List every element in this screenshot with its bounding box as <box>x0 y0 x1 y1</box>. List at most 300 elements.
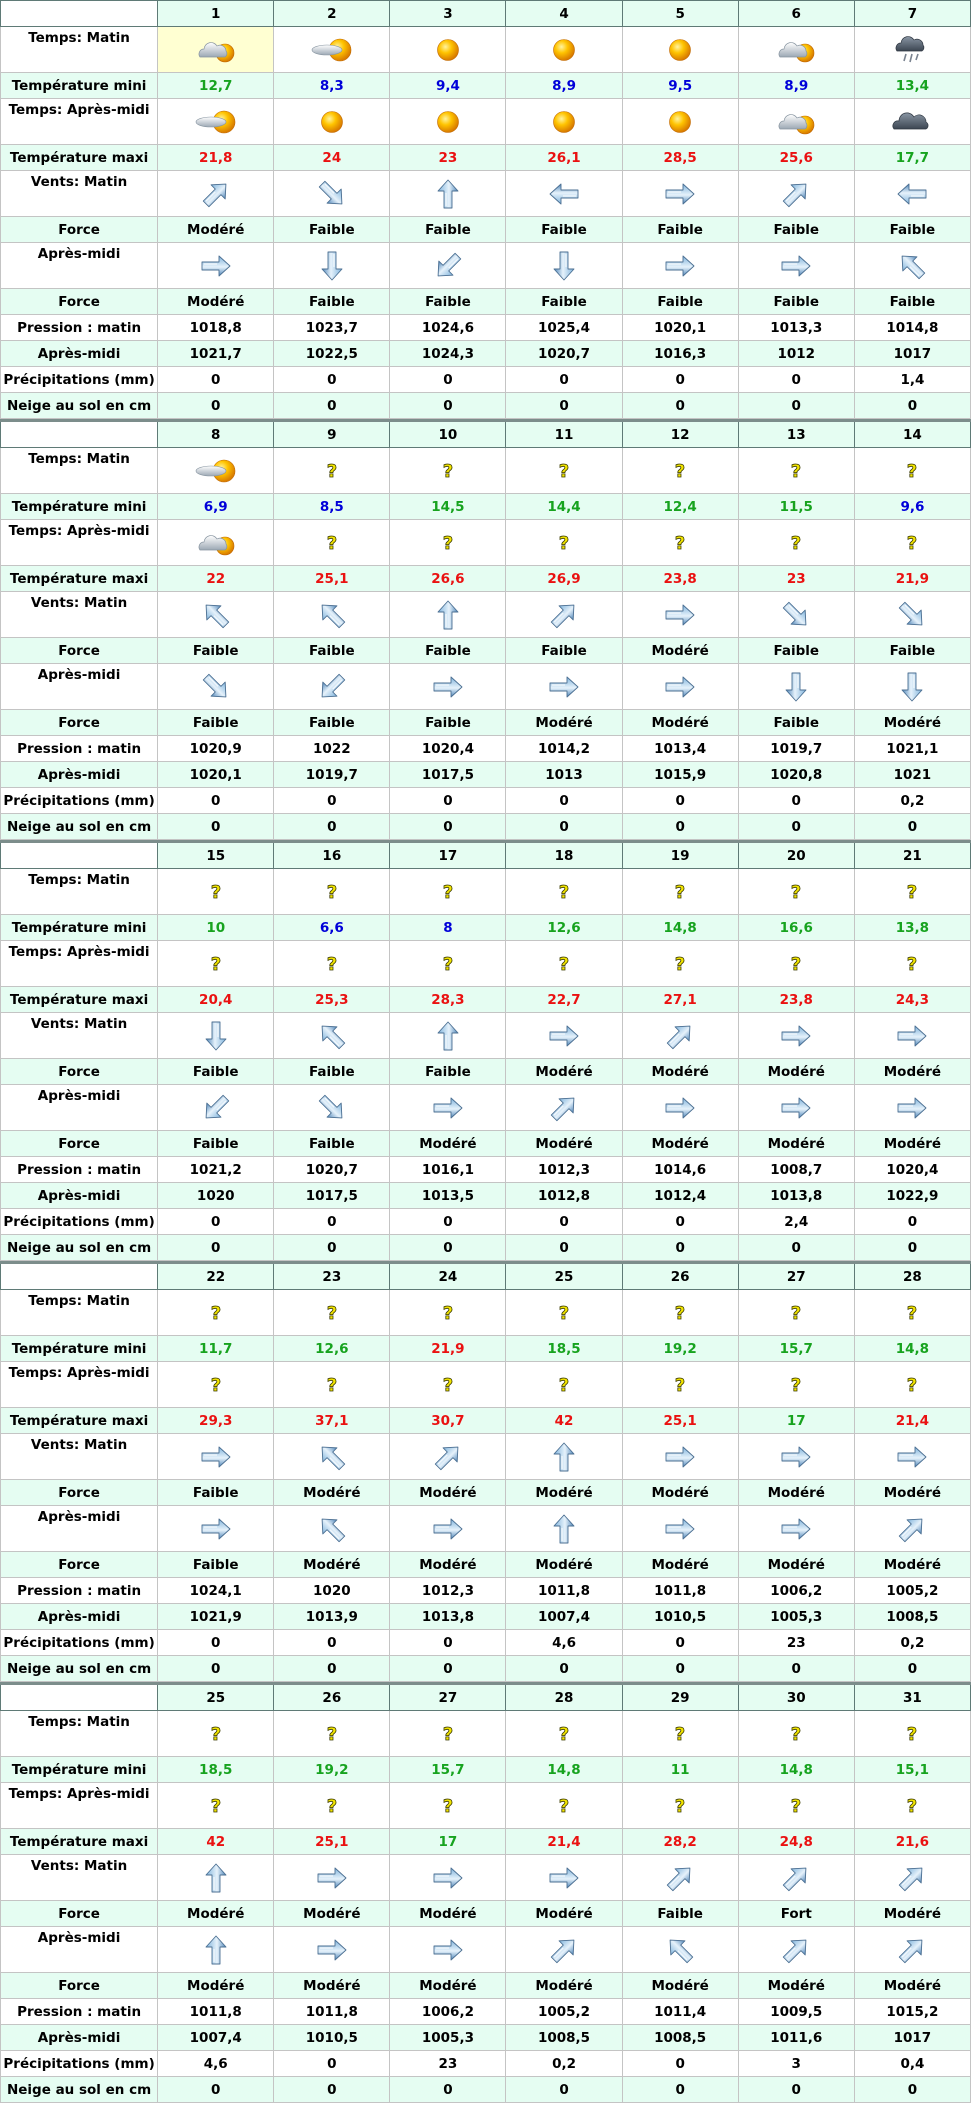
row-label: Force <box>1 1059 158 1085</box>
icon-cell <box>854 1290 970 1336</box>
arrow-ne-icon <box>547 598 581 632</box>
arrow-w-icon <box>547 177 581 211</box>
row-wind-afternoon <box>1 1085 971 1131</box>
value-cell: 0 <box>158 1209 274 1235</box>
value-cell: 6,6 <box>274 915 390 941</box>
value-cell: 0 <box>622 1656 738 1682</box>
unknown-icon <box>787 953 805 975</box>
value-cell: 1013,3 <box>738 315 854 341</box>
value-cell: 25,1 <box>274 566 390 592</box>
sun-cloud-icon <box>194 456 238 486</box>
icon-cell <box>274 27 390 73</box>
row-precip <box>1 788 971 814</box>
arrow-s-icon <box>895 670 929 704</box>
row-temp-max <box>1 1829 971 1855</box>
svg-text:?: ? <box>907 1302 918 1324</box>
unknown-icon <box>671 460 689 482</box>
week-header-row <box>1 1 971 27</box>
value-cell: 13,4 <box>854 73 970 99</box>
unknown-icon <box>787 1723 805 1745</box>
value-cell: 0 <box>506 814 622 840</box>
unknown-icon <box>323 953 341 975</box>
svg-text:?: ? <box>558 1302 570 1324</box>
row-label: Après-midi <box>1 1506 158 1552</box>
value-cell: 1019,7 <box>274 762 390 788</box>
value-cell: 37,1 <box>274 1408 390 1434</box>
icon-cell <box>158 448 274 494</box>
value-cell: 0 <box>738 2077 854 2103</box>
value-cell: 1005,2 <box>854 1578 970 1604</box>
value-cell: 1020,7 <box>506 341 622 367</box>
icon-cell <box>274 664 390 710</box>
icon-cell <box>622 1506 738 1552</box>
day-number: 7 <box>854 1 970 27</box>
icon-cell <box>158 1927 274 1973</box>
value-cell: 1011,8 <box>506 1578 622 1604</box>
value-cell: 0 <box>738 393 854 419</box>
value-cell: Modéré <box>390 1131 506 1157</box>
icon-cell <box>390 1783 506 1829</box>
value-cell: 1014,6 <box>622 1157 738 1183</box>
unknown-icon <box>671 953 689 975</box>
icon-cell <box>738 1783 854 1829</box>
unknown-icon <box>787 1302 805 1324</box>
day-number: 31 <box>854 1685 970 1711</box>
unknown-icon <box>323 532 341 554</box>
value-cell: 0 <box>390 393 506 419</box>
svg-text:?: ? <box>674 1302 686 1324</box>
value-cell: 25,1 <box>274 1829 390 1855</box>
row-label: Après-midi <box>1 762 158 788</box>
value-cell: Modéré <box>158 217 274 243</box>
arrow-e-icon <box>431 1512 465 1546</box>
value-cell: 1012,3 <box>390 1578 506 1604</box>
row-label: Force <box>1 289 158 315</box>
value-cell: 4,6 <box>506 1630 622 1656</box>
row-label: Temps: Matin <box>1 869 158 915</box>
unknown-icon <box>671 1374 689 1396</box>
row-label: Température mini <box>1 494 158 520</box>
icon-cell <box>738 1013 854 1059</box>
icon-cell <box>390 1506 506 1552</box>
value-cell: 14,8 <box>738 1757 854 1783</box>
unknown-icon <box>903 532 921 554</box>
value-cell: 14,8 <box>506 1757 622 1783</box>
arrow-n-icon <box>547 1512 581 1546</box>
row-force-morning <box>1 638 971 664</box>
value-cell: 1024,3 <box>390 341 506 367</box>
value-cell: 1011,8 <box>622 1578 738 1604</box>
day-number: 18 <box>506 843 622 869</box>
value-cell: Faible <box>506 638 622 664</box>
arrow-e-icon <box>663 1512 697 1546</box>
row-label: Vents: Matin <box>1 171 158 217</box>
value-cell: 24,8 <box>738 1829 854 1855</box>
arrow-nw-icon <box>315 1019 349 1053</box>
unknown-icon <box>555 1795 573 1817</box>
value-cell: 1018,8 <box>158 315 274 341</box>
value-cell: 0,4 <box>854 2051 970 2077</box>
row-label: Après-midi <box>1 664 158 710</box>
row-temp-max <box>1 145 971 171</box>
row-force-afternoon <box>1 1973 971 1999</box>
svg-text:?: ? <box>907 1374 918 1396</box>
value-cell: 1020 <box>158 1183 274 1209</box>
row-label: Après-midi <box>1 341 158 367</box>
value-cell: Modéré <box>506 1552 622 1578</box>
arrow-ne-icon <box>547 1933 581 1967</box>
svg-text:?: ? <box>907 532 918 554</box>
icon-cell <box>506 448 622 494</box>
sun-cloud-icon <box>194 107 238 137</box>
value-cell: 21,9 <box>390 1336 506 1362</box>
icon-cell <box>738 1434 854 1480</box>
value-cell: Faible <box>390 1059 506 1085</box>
icon-cell <box>854 1855 970 1901</box>
value-cell: 1022 <box>274 736 390 762</box>
row-label: Temps: Après-midi <box>1 1783 158 1829</box>
icon-cell <box>274 1783 390 1829</box>
value-cell: Modéré <box>738 1059 854 1085</box>
icon-cell <box>390 99 506 145</box>
value-cell: 9,6 <box>854 494 970 520</box>
arrow-e-icon <box>779 249 813 283</box>
value-cell: 17 <box>390 1829 506 1855</box>
icon-cell <box>274 1927 390 1973</box>
day-number: 3 <box>390 1 506 27</box>
svg-text:?: ? <box>791 460 802 482</box>
row-label: Après-midi <box>1 243 158 289</box>
svg-text:?: ? <box>326 1302 338 1324</box>
icon-cell <box>738 1362 854 1408</box>
icon-cell <box>158 1013 274 1059</box>
arrow-e-icon <box>663 249 697 283</box>
value-cell: 14,4 <box>506 494 622 520</box>
value-cell: 1013,5 <box>390 1183 506 1209</box>
unknown-icon <box>439 1795 457 1817</box>
day-number: 26 <box>274 1685 390 1711</box>
icon-cell <box>738 448 854 494</box>
icon-cell <box>738 520 854 566</box>
icon-cell <box>390 1927 506 1973</box>
icon-cell <box>506 1711 622 1757</box>
value-cell: 0 <box>506 1656 622 1682</box>
value-cell: 1022,5 <box>274 341 390 367</box>
value-cell: 21,4 <box>506 1829 622 1855</box>
value-cell: 28,2 <box>622 1829 738 1855</box>
day-number: 22 <box>158 1264 274 1290</box>
icon-cell <box>738 1855 854 1901</box>
unknown-icon <box>555 1302 573 1324</box>
value-cell: 3 <box>738 2051 854 2077</box>
row-wind-morning <box>1 1013 971 1059</box>
value-cell: 1011,6 <box>738 2025 854 2051</box>
day-number: 29 <box>622 1685 738 1711</box>
day-number: 10 <box>390 422 506 448</box>
icon-cell <box>854 1506 970 1552</box>
svg-text:?: ? <box>674 881 686 903</box>
value-cell: 0 <box>158 814 274 840</box>
icon-cell <box>854 243 970 289</box>
value-cell: 0 <box>158 788 274 814</box>
svg-text:?: ? <box>674 1723 686 1745</box>
day-number: 25 <box>506 1264 622 1290</box>
row-sky-morning <box>1 448 971 494</box>
row-label: Force <box>1 1901 158 1927</box>
sun-icon <box>551 109 577 135</box>
unknown-icon <box>207 1374 225 1396</box>
sun-cloud-icon <box>310 35 354 65</box>
unknown-icon <box>671 881 689 903</box>
row-label: Temps: Matin <box>1 1711 158 1757</box>
value-cell: Modéré <box>622 1552 738 1578</box>
icon-cell <box>622 1013 738 1059</box>
icon-cell <box>506 664 622 710</box>
row-pressure-morning <box>1 315 971 341</box>
unknown-icon <box>555 532 573 554</box>
icon-cell <box>738 99 854 145</box>
dark-cloud-icon <box>890 109 934 135</box>
unknown-icon <box>555 1723 573 1745</box>
value-cell: 1010,5 <box>274 2025 390 2051</box>
row-pressure-morning <box>1 1999 971 2025</box>
row-sky-afternoon <box>1 520 971 566</box>
row-label: Température maxi <box>1 1408 158 1434</box>
value-cell: 0 <box>506 2077 622 2103</box>
value-cell: 9,5 <box>622 73 738 99</box>
value-cell: 0 <box>622 1235 738 1261</box>
unknown-icon <box>323 1374 341 1396</box>
arrow-e-icon <box>431 1933 465 1967</box>
value-cell: 15,1 <box>854 1757 970 1783</box>
day-number: 27 <box>390 1685 506 1711</box>
unknown-icon <box>787 460 805 482</box>
day-number: 25 <box>158 1685 274 1711</box>
svg-text:?: ? <box>210 1374 221 1396</box>
row-label: Température maxi <box>1 987 158 1013</box>
value-cell: 8,9 <box>506 73 622 99</box>
value-cell: Modéré <box>274 1552 390 1578</box>
arrow-s-icon <box>547 249 581 283</box>
icon-cell <box>274 1013 390 1059</box>
unknown-icon <box>787 532 805 554</box>
icon-cell <box>158 99 274 145</box>
icon-cell <box>390 1290 506 1336</box>
value-cell: 8,5 <box>274 494 390 520</box>
value-cell: 0 <box>274 1235 390 1261</box>
unknown-icon <box>903 881 921 903</box>
arrow-e-icon <box>199 1512 233 1546</box>
icon-cell <box>274 1506 390 1552</box>
value-cell: 1021,1 <box>854 736 970 762</box>
value-cell: 0 <box>738 814 854 840</box>
value-cell: Modéré <box>390 1480 506 1506</box>
icon-cell <box>854 664 970 710</box>
day-number: 21 <box>854 843 970 869</box>
row-temp-max <box>1 987 971 1013</box>
unknown-icon <box>207 953 225 975</box>
svg-text:?: ? <box>326 881 338 903</box>
value-cell: 0 <box>738 1656 854 1682</box>
value-cell: 1017,5 <box>390 762 506 788</box>
value-cell: Modéré <box>274 1901 390 1927</box>
svg-text:?: ? <box>210 1795 221 1817</box>
unknown-icon <box>903 1302 921 1324</box>
row-pressure-afternoon <box>1 762 971 788</box>
value-cell: 1013 <box>506 762 622 788</box>
arrow-e-icon <box>779 1440 813 1474</box>
rain-cloud-icon <box>892 35 932 65</box>
arrow-se-icon <box>315 1091 349 1125</box>
row-snow <box>1 814 971 840</box>
icon-cell <box>738 941 854 987</box>
icon-cell <box>506 1085 622 1131</box>
value-cell: Faible <box>390 217 506 243</box>
svg-text:?: ? <box>791 1302 802 1324</box>
row-temp-min <box>1 1336 971 1362</box>
icon-cell <box>506 243 622 289</box>
unknown-icon <box>439 532 457 554</box>
icon-cell <box>622 1290 738 1336</box>
arrow-e-icon <box>895 1440 929 1474</box>
value-cell: Faible <box>738 217 854 243</box>
value-cell: Faible <box>390 289 506 315</box>
value-cell: Faible <box>506 289 622 315</box>
value-cell: Modéré <box>738 1131 854 1157</box>
value-cell: 1025,4 <box>506 315 622 341</box>
row-pressure-afternoon <box>1 341 971 367</box>
arrow-ne-icon <box>199 177 233 211</box>
arrow-e-icon <box>199 1440 233 1474</box>
sun-icon <box>319 109 345 135</box>
value-cell: 42 <box>506 1408 622 1434</box>
sun-icon <box>667 109 693 135</box>
icon-cell <box>506 1783 622 1829</box>
icon-cell <box>506 99 622 145</box>
value-cell: 0,2 <box>854 1630 970 1656</box>
row-label: Temps: Après-midi <box>1 941 158 987</box>
arrow-e-icon <box>663 670 697 704</box>
value-cell: Modéré <box>158 1973 274 1999</box>
day-number: 23 <box>274 1264 390 1290</box>
value-cell: 11,7 <box>158 1336 274 1362</box>
value-cell: Faible <box>622 217 738 243</box>
day-number: 11 <box>506 422 622 448</box>
value-cell: 0 <box>622 1630 738 1656</box>
arrow-sw-icon <box>199 1091 233 1125</box>
day-number: 20 <box>738 843 854 869</box>
value-cell: Faible <box>738 289 854 315</box>
value-cell: 0 <box>274 1656 390 1682</box>
icon-cell <box>738 1290 854 1336</box>
value-cell: Faible <box>622 289 738 315</box>
arrow-ne-icon <box>547 1091 581 1125</box>
value-cell: 1013,8 <box>390 1604 506 1630</box>
value-cell: 1014,2 <box>506 736 622 762</box>
day-number: 24 <box>390 1264 506 1290</box>
icon-cell <box>854 941 970 987</box>
arrow-s-icon <box>779 670 813 704</box>
value-cell: 0 <box>506 393 622 419</box>
svg-text:?: ? <box>442 1723 454 1745</box>
icon-cell <box>506 592 622 638</box>
unknown-icon <box>671 532 689 554</box>
value-cell: 20,4 <box>158 987 274 1013</box>
arrow-e-icon <box>895 1019 929 1053</box>
value-cell: 0 <box>506 1209 622 1235</box>
value-cell: 0 <box>854 1235 970 1261</box>
day-number: 19 <box>622 843 738 869</box>
value-cell: 1020,9 <box>158 736 274 762</box>
svg-text:?: ? <box>791 1795 802 1817</box>
value-cell: 30,7 <box>390 1408 506 1434</box>
value-cell: 1011,4 <box>622 1999 738 2025</box>
unknown-icon <box>207 1302 225 1324</box>
value-cell: Faible <box>854 217 970 243</box>
row-sky-afternoon <box>1 99 971 145</box>
arrow-e-icon <box>547 1861 581 1895</box>
value-cell: Modéré <box>390 1973 506 1999</box>
icon-cell <box>622 520 738 566</box>
value-cell: Faible <box>506 217 622 243</box>
row-label: Précipitations (mm) <box>1 1209 158 1235</box>
icon-cell <box>390 1855 506 1901</box>
value-cell: 23 <box>390 145 506 171</box>
header-corner <box>1 422 158 448</box>
arrow-e-icon <box>431 1861 465 1895</box>
icon-cell <box>390 448 506 494</box>
icon-cell <box>854 448 970 494</box>
unknown-icon <box>787 881 805 903</box>
value-cell: 1021,7 <box>158 341 274 367</box>
value-cell: 1020,1 <box>158 762 274 788</box>
svg-text:?: ? <box>326 1795 338 1817</box>
arrow-e-icon <box>663 1091 697 1125</box>
value-cell: 0 <box>390 367 506 393</box>
day-number: 13 <box>738 422 854 448</box>
row-pressure-morning <box>1 1157 971 1183</box>
icon-cell <box>854 1711 970 1757</box>
icon-cell <box>738 664 854 710</box>
row-label: Neige au sol en cm <box>1 393 158 419</box>
icon-cell <box>274 592 390 638</box>
icon-cell <box>622 99 738 145</box>
value-cell: 0 <box>158 1656 274 1682</box>
value-cell: 23 <box>390 2051 506 2077</box>
row-label: Température maxi <box>1 566 158 592</box>
value-cell: 4,6 <box>158 2051 274 2077</box>
value-cell: Faible <box>158 1552 274 1578</box>
value-cell: 21,6 <box>854 1829 970 1855</box>
sun-icon <box>551 37 577 63</box>
value-cell: 19,2 <box>622 1336 738 1362</box>
value-cell: Faible <box>274 710 390 736</box>
row-label: Force <box>1 1480 158 1506</box>
value-cell: 0 <box>158 1630 274 1656</box>
row-label: Vents: Matin <box>1 592 158 638</box>
svg-text:?: ? <box>907 460 918 482</box>
icon-cell <box>622 171 738 217</box>
svg-text:?: ? <box>210 1723 221 1745</box>
icon-cell <box>622 1085 738 1131</box>
value-cell: Modéré <box>854 1059 970 1085</box>
value-cell: Faible <box>622 1901 738 1927</box>
icon-cell <box>854 592 970 638</box>
svg-text:?: ? <box>210 1302 221 1324</box>
row-label: Précipitations (mm) <box>1 367 158 393</box>
row-label: Température maxi <box>1 1829 158 1855</box>
icon-cell <box>158 941 274 987</box>
